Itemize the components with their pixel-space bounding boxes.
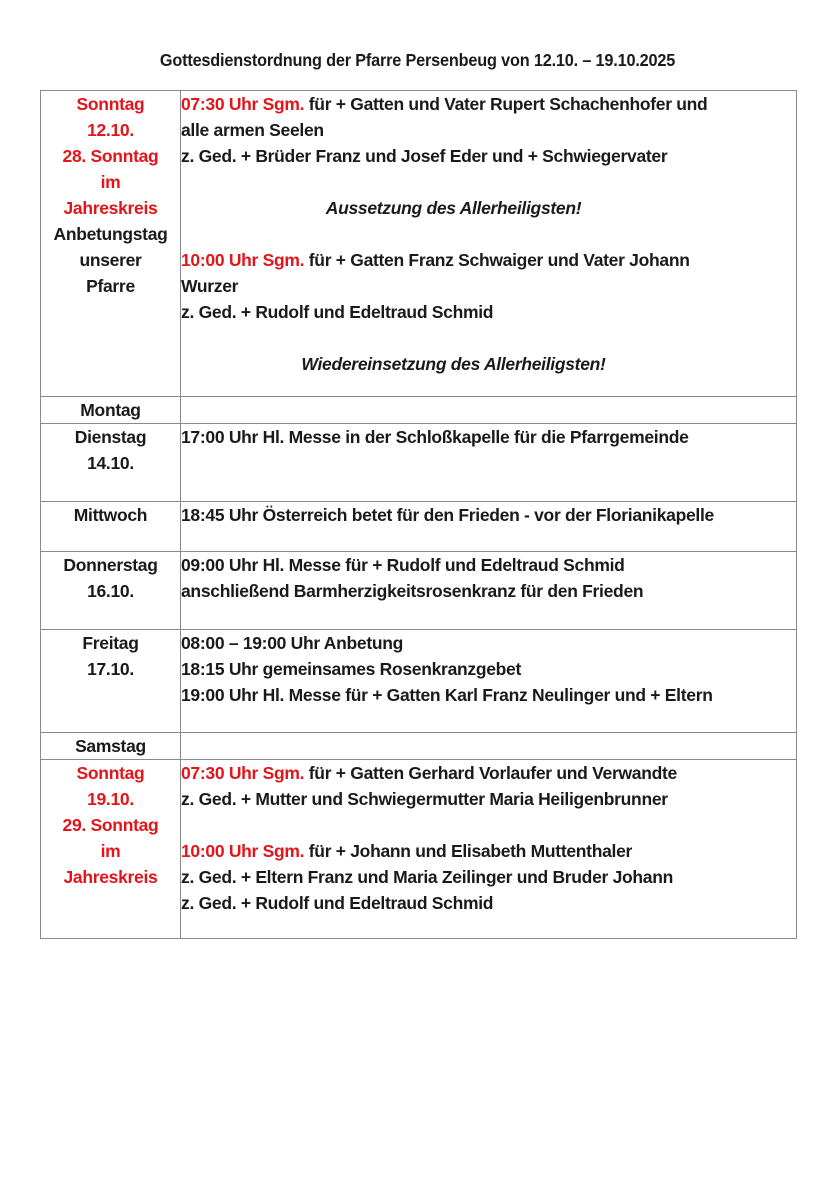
event-line	[181, 838, 796, 864]
day-cell	[41, 760, 181, 939]
liturgical-day: 29. Sonntag	[62, 815, 159, 835]
spacer	[181, 325, 796, 351]
event-line	[181, 760, 796, 786]
event-line: z. Ged. + Rudolf und Edeltraud Schmid	[181, 893, 494, 913]
event-line: z. Ged. + Rudolf und Edeltraud Schmid	[181, 302, 494, 322]
liturgical-day: 28. Sonntag	[62, 146, 159, 166]
mass-intention: für + Gatten und Vater Rupert Schachenhofer und	[304, 94, 708, 114]
day-date: 14.10.	[87, 453, 134, 473]
day-cell	[41, 424, 181, 502]
event-line: z. Ged. + Mutter und Schwiegermutter Maria Heiligenbrunner	[181, 789, 668, 809]
table-row	[41, 733, 797, 760]
mass-time: 10:00 Uhr Sgm.	[181, 250, 305, 270]
schedule-table	[40, 90, 797, 939]
events-cell	[181, 733, 797, 760]
event-line: z. Ged. + Eltern Franz und Maria Zeilinger und Bruder Johann	[181, 867, 673, 887]
liturgical-day: Jahreskreis	[63, 198, 158, 218]
liturgical-day: im	[100, 841, 121, 861]
mass-time: 07:30 Uhr Sgm.	[181, 94, 305, 114]
spacer	[181, 812, 796, 838]
mass-intention: für + Gatten Gerhard Vorlaufer und Verwandte	[304, 763, 677, 783]
table-row	[41, 630, 797, 733]
event-line: Wurzer	[181, 276, 239, 296]
table-row	[41, 397, 797, 424]
day-name: Sonntag	[76, 763, 145, 783]
events-cell	[181, 760, 797, 939]
event-line	[181, 91, 796, 117]
table-row	[41, 552, 797, 630]
reposition-note: Wiedereinsetzung des Allerheiligsten!	[301, 354, 606, 374]
spacer	[181, 169, 796, 195]
mass-time: 10:00 Uhr Sgm.	[181, 841, 305, 861]
events-cell	[181, 91, 797, 397]
day-name: Donnerstag	[63, 555, 158, 575]
day-cell	[41, 91, 181, 397]
events-cell	[181, 502, 797, 552]
event-line: 18:15 Uhr gemeinsames Rosenkranzgebet	[181, 659, 522, 679]
table-row	[41, 760, 797, 939]
event-line: anschließend Barmherzigkeitsrosenkranz für den Frieden	[181, 581, 644, 601]
day-name: Montag	[80, 400, 141, 420]
day-note: Pfarre	[86, 276, 135, 296]
day-name: Dienstag	[74, 427, 147, 447]
mass-time: 07:30 Uhr Sgm.	[181, 763, 305, 783]
table-row	[41, 91, 797, 397]
event-line: 08:00 – 19:00 Uhr Anbetung	[181, 633, 404, 653]
events-cell	[181, 397, 797, 424]
day-cell	[41, 552, 181, 630]
day-date: 19.10.	[87, 789, 134, 809]
table-row	[41, 502, 797, 552]
mass-intention: für + Gatten Franz Schwaiger und Vater Johann	[304, 250, 690, 270]
event-line: 19:00 Uhr Hl. Messe für + Gatten Karl Franz Neulinger und + Eltern	[181, 685, 713, 705]
day-note: unserer	[79, 250, 142, 270]
table-row	[41, 424, 797, 502]
day-date: 16.10.	[87, 581, 134, 601]
exposition-note: Aussetzung des Allerheiligsten!	[325, 198, 582, 218]
day-date: 17.10.	[87, 659, 134, 679]
spacer	[181, 221, 796, 247]
day-name: Freitag	[82, 633, 139, 653]
day-cell	[41, 397, 181, 424]
day-name: Sonntag	[76, 94, 145, 114]
mass-intention: für + Johann und Elisabeth Muttenthaler	[304, 841, 633, 861]
event-line: 09:00 Uhr Hl. Messe für + Rudolf und Edeltraud Schmid	[181, 555, 625, 575]
day-cell	[41, 733, 181, 760]
events-cell	[181, 552, 797, 630]
events-cell	[181, 424, 797, 502]
page-title: Gottesdienstordnung der Pfarre Persenbeug von 12.10. – 19.10.2025	[159, 50, 676, 70]
day-name: Mittwoch	[73, 505, 148, 525]
event-line: z. Ged. + Brüder Franz und Josef Eder und + Schwiegervater	[181, 146, 668, 166]
day-name: Samstag	[75, 736, 146, 756]
day-cell	[41, 630, 181, 733]
event-line: 18:45 Uhr Österreich betet für den Frieden - vor der Florianikapelle	[181, 505, 714, 525]
event-line: alle armen Seelen	[181, 120, 324, 140]
liturgical-day: im	[100, 172, 121, 192]
event-line: 17:00 Uhr Hl. Messe in der Schloßkapelle für die Pfarrgemeinde	[181, 427, 689, 447]
liturgical-day: Jahreskreis	[63, 867, 158, 887]
day-note: Anbetungstag	[53, 224, 168, 244]
day-cell	[41, 502, 181, 552]
events-cell	[181, 630, 797, 733]
event-line	[181, 247, 796, 273]
day-date: 12.10.	[87, 120, 134, 140]
